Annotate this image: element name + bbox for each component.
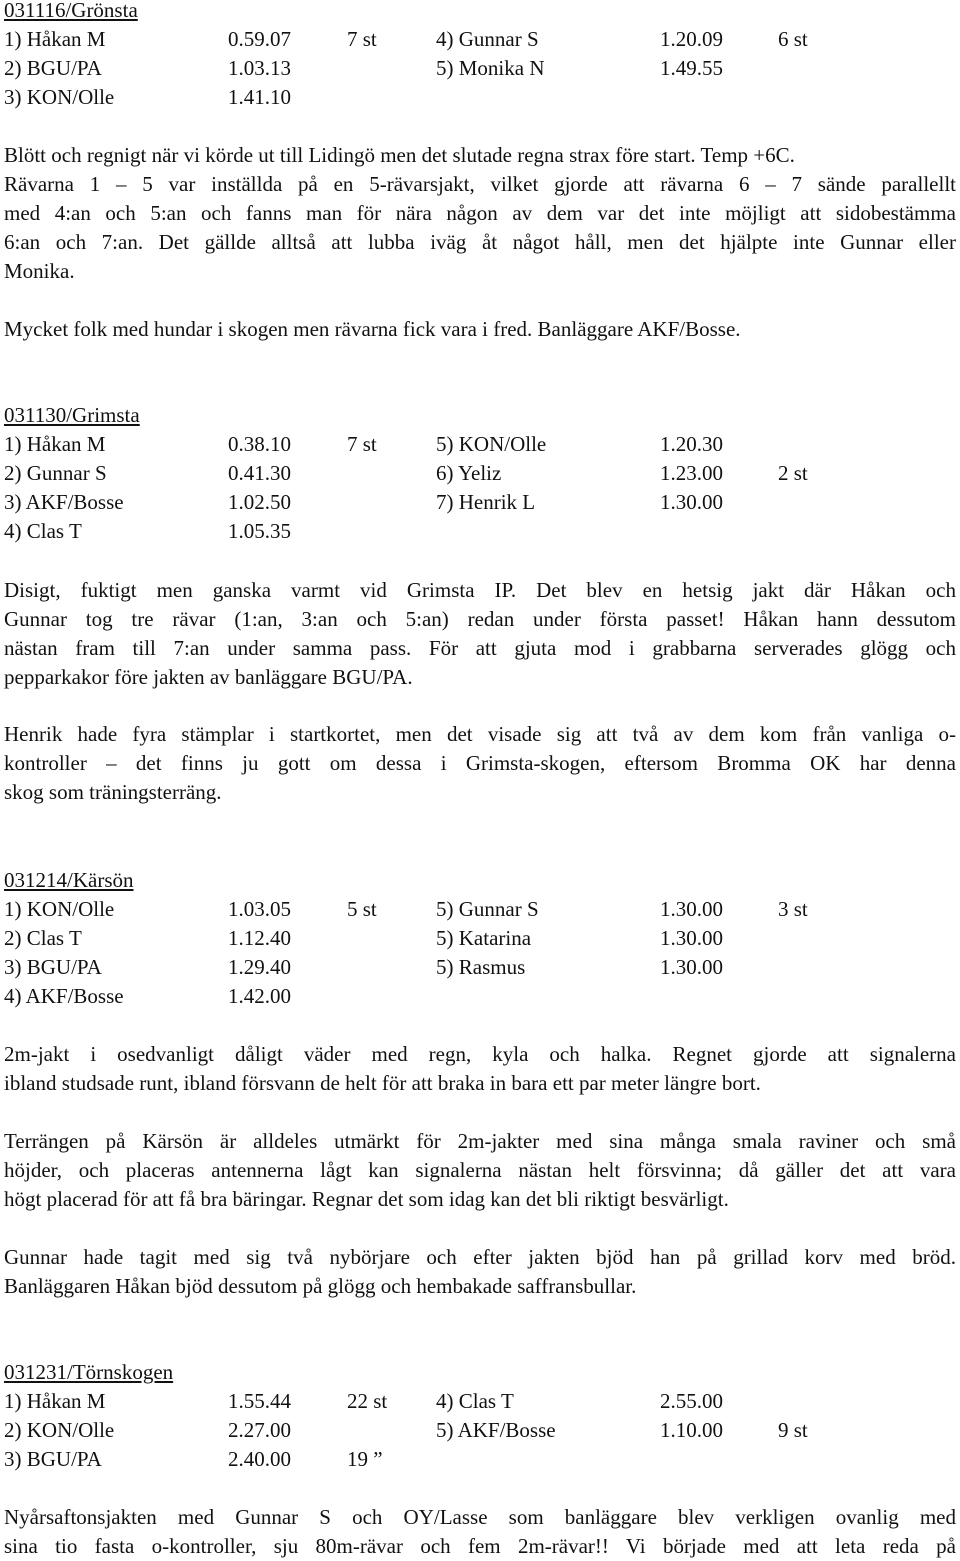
result-name: 1) Håkan M	[4, 27, 106, 51]
result-name: 4) Clas T	[4, 519, 82, 543]
result-time: 1.30.00	[660, 897, 723, 921]
result-row	[4, 430, 954, 459]
result-time: 1.29.40	[228, 955, 291, 979]
text-line: Mycket folk med hundar i skogen men rävarna fick vara i fred. Banläggare AKF/Bosse.	[4, 317, 741, 341]
result-time: 0.59.07	[228, 27, 291, 51]
result-time: 2.55.00	[660, 1389, 723, 1413]
result-name: 3) AKF/Bosse	[4, 490, 124, 514]
text-line: Gunnar tog tre rävar (1:an, 3:an och 5:an) redan under första passet! Håkan hann dessutom	[4, 607, 956, 631]
text-line: Disigt, fuktigt men ganska varmt vid Grimsta IP. Det blev en hetsig jakt där Håkan och	[4, 578, 956, 602]
result-time: 1.12.40	[228, 926, 291, 950]
result-name: 3) BGU/PA	[4, 1447, 102, 1471]
result-name: 3) KON/Olle	[4, 85, 115, 109]
result-time: 0.41.30	[228, 461, 291, 485]
section-heading: 031130/Grimsta	[4, 403, 140, 427]
result-count: 5 st	[347, 897, 377, 921]
text-line: Terrängen på Kärsön är alldeles utmärkt för 2m-jakter med sina många smala raviner och små	[4, 1129, 956, 1153]
text-line: Blött och regnigt när vi körde ut till Lidingö men det slutade regna strax före start. Temp +6C.	[4, 143, 795, 167]
result-time: 1.20.09	[660, 27, 723, 51]
result-count: 3 st	[778, 897, 808, 921]
result-name: 2) BGU/PA	[4, 56, 102, 80]
result-time: 1.20.30	[660, 432, 723, 456]
paragraph	[4, 720, 956, 807]
result-row	[4, 982, 954, 1011]
text-line: 6:an och 7:an. Det gällde alltså att lubba iväg åt något håll, men det hjälpte inte Gunnar eller	[4, 230, 956, 254]
section-heading: 031214/Kärsön	[4, 868, 134, 892]
result-name: 6) Yeliz	[436, 461, 502, 485]
text-line: Banläggaren Håkan bjöd dessutom på glögg och hembakade saffransbullar.	[4, 1274, 637, 1298]
result-name: 5) Gunnar S	[436, 897, 539, 921]
result-time: 1.49.55	[660, 56, 723, 80]
result-time: 1.05.35	[228, 519, 291, 543]
result-time: 0.38.10	[228, 432, 291, 456]
result-row	[4, 25, 954, 54]
result-name: 4) Gunnar S	[436, 27, 539, 51]
text-line: Gunnar hade tagit med sig två nybörjare och efter jakten bjöd han på grillad korv med bröd.	[4, 1245, 956, 1269]
result-name: 2) Clas T	[4, 926, 82, 950]
result-row	[4, 54, 954, 83]
result-row	[4, 1387, 954, 1416]
result-row	[4, 83, 954, 112]
text-line: Monika.	[4, 259, 75, 283]
paragraph	[4, 1503, 956, 1561]
result-row	[4, 1445, 954, 1474]
result-row	[4, 895, 954, 924]
result-count: 22 st	[347, 1389, 388, 1413]
paragraph	[4, 1040, 956, 1098]
result-name: 1) Håkan M	[4, 1389, 106, 1413]
result-name: 7) Henrik L	[436, 490, 536, 514]
result-count: 6 st	[778, 27, 808, 51]
result-time: 1.03.13	[228, 56, 291, 80]
result-time: 1.42.00	[228, 984, 291, 1008]
result-count: 19 ”	[347, 1447, 383, 1471]
result-row	[4, 924, 954, 953]
result-time: 1.55.44	[228, 1389, 291, 1413]
result-name: 5) Monika N	[436, 56, 545, 80]
result-row	[4, 1416, 954, 1445]
text-line: nästan fram till 7:an under samma pass. För att gjuta mod i grabbarna serverades glögg och	[4, 636, 956, 660]
result-time: 1.03.05	[228, 897, 291, 921]
result-time: 1.41.10	[228, 85, 291, 109]
text-line: Henrik hade fyra stämplar i startkortet, men det visade sig att två av dem kom från vanliga o-	[4, 722, 956, 746]
result-count: 9 st	[778, 1418, 808, 1442]
result-name: 4) AKF/Bosse	[4, 984, 124, 1008]
paragraph	[4, 315, 956, 344]
result-row	[4, 517, 954, 546]
text-line: sina tio fasta o-kontroller, sju 80m-rävar och fem 2m-rävar!! Vi började med att leta reda på	[4, 1534, 956, 1558]
result-name: 3) BGU/PA	[4, 955, 102, 979]
result-row	[4, 459, 954, 488]
result-count: 2 st	[778, 461, 808, 485]
text-line: 2m-jakt i osedvanligt dåligt väder med regn, kyla och halka. Regnet gjorde att signalerna	[4, 1042, 956, 1066]
text-line: ibland studsade runt, ibland försvann de helt för att braka in bara ett par meter längre bort.	[4, 1071, 761, 1095]
result-name: 2) Gunnar S	[4, 461, 107, 485]
text-line: Nyårsaftonsjakten med Gunnar S och OY/Lasse som banläggare blev verkligen ovanlig med	[4, 1505, 956, 1529]
text-line: Rävarna 1 – 5 var inställda på en 5-rävarsjakt, vilket gjorde att rävarna 6 – 7 sände parallellt	[4, 172, 956, 196]
result-count: 7 st	[347, 432, 377, 456]
text-line: skog som träningsterräng.	[4, 780, 222, 804]
paragraph	[4, 141, 956, 286]
text-line: höjder, och placeras antennerna lågt kan signalerna nästan helt försvinna; då gäller det att vara	[4, 1158, 956, 1182]
text-line: med 4:an och 5:an och fanns man för nära någon av dem var det inte möjligt att sidobestämma	[4, 201, 956, 225]
text-line: högt placerad för att få bra bäringar. Regnar det som idag kan det bli riktigt besvärligt.	[4, 1187, 729, 1211]
result-time: 1.02.50	[228, 490, 291, 514]
result-name: 1) KON/Olle	[4, 897, 115, 921]
paragraph	[4, 576, 956, 692]
result-name: 4) Clas T	[436, 1389, 514, 1413]
result-count: 7 st	[347, 27, 377, 51]
result-time: 1.23.00	[660, 461, 723, 485]
paragraph	[4, 1243, 956, 1301]
result-row	[4, 488, 954, 517]
result-time: 1.10.00	[660, 1418, 723, 1442]
section-heading: 031116/Grönsta	[4, 0, 138, 22]
text-line: kontroller – det finns ju gott om dessa i Grimsta-skogen, eftersom Bromma OK har denna	[4, 751, 956, 775]
result-time: 1.30.00	[660, 926, 723, 950]
result-name: 5) KON/Olle	[436, 432, 547, 456]
text-line: pepparkakor före jakten av banläggare BGU/PA.	[4, 665, 413, 689]
result-time: 1.30.00	[660, 955, 723, 979]
result-name: 5) Rasmus	[436, 955, 526, 979]
section-heading: 031231/Törnskogen	[4, 1360, 174, 1384]
paragraph	[4, 1127, 956, 1214]
result-time: 2.27.00	[228, 1418, 291, 1442]
result-time: 2.40.00	[228, 1447, 291, 1471]
result-name: 2) KON/Olle	[4, 1418, 115, 1442]
result-row	[4, 953, 954, 982]
result-name: 1) Håkan M	[4, 432, 106, 456]
result-name: 5) AKF/Bosse	[436, 1418, 556, 1442]
result-time: 1.30.00	[660, 490, 723, 514]
result-name: 5) Katarina	[436, 926, 532, 950]
